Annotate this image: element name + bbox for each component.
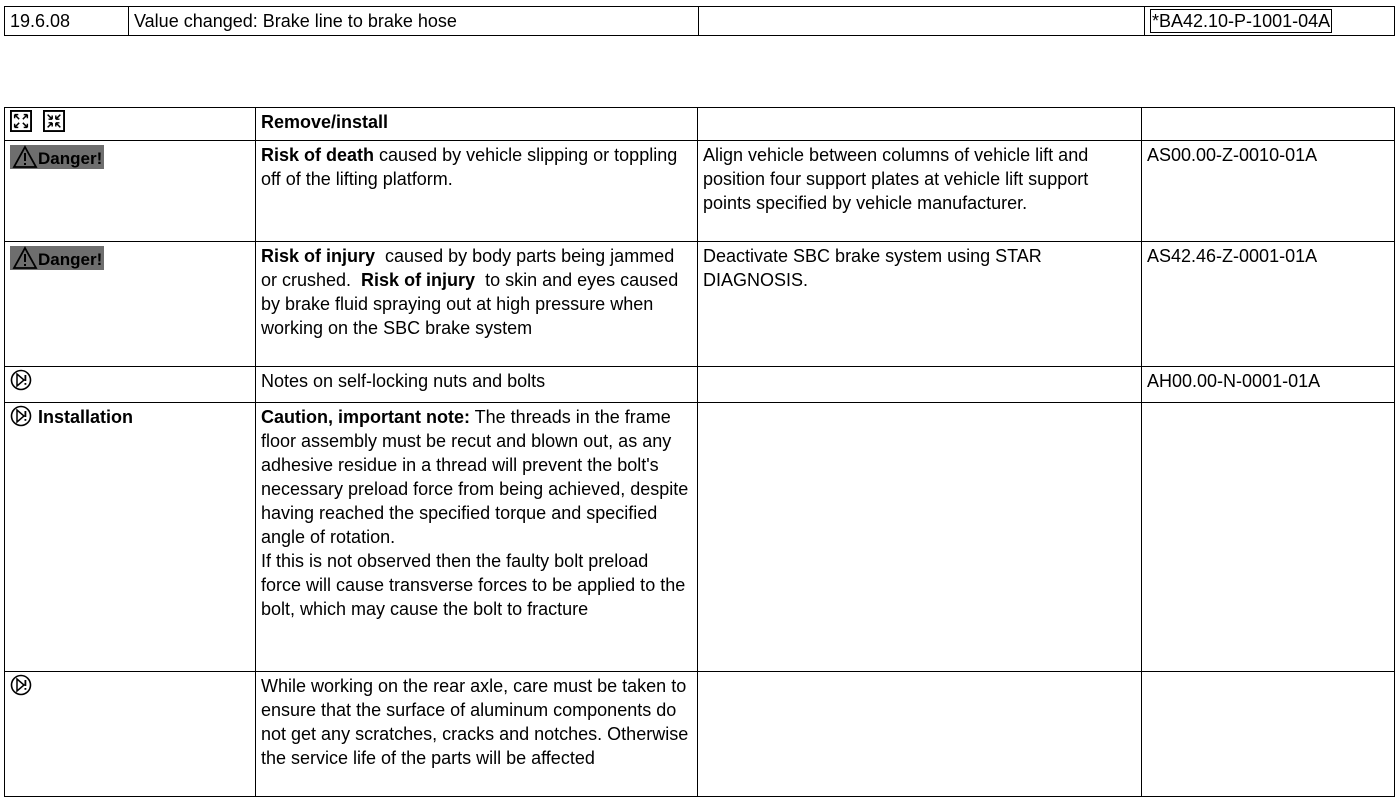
note-icon: [10, 674, 32, 696]
aluminum-note-row: [5, 672, 1395, 797]
hazard-action: Deactivate SBC brake system using STAR DIAGNOSIS.: [698, 242, 1142, 367]
danger-label-cell: [5, 242, 256, 367]
empty-cell: [698, 367, 1142, 403]
warning-triangle-icon: [12, 246, 38, 270]
empty-cell: [698, 108, 1142, 141]
change-empty-cell: [699, 7, 1145, 36]
installation-label-cell: [5, 403, 256, 672]
note-row-nuts: [5, 367, 1395, 403]
reference-link[interactable]: AH00.00-N-0001-01A: [1142, 367, 1395, 403]
note-icon-cell: [5, 367, 256, 403]
change-description: Value changed: Brake line to brake hose: [129, 7, 699, 36]
empty-cell: [1142, 108, 1395, 141]
aluminum-note-text: While working on the rear axle, care must be taken to ensure that the surface of aluminum components do not get any scratches, cracks and notches. Otherwise the service life of the parts will be affected: [256, 672, 698, 797]
warning-triangle-icon: [12, 145, 38, 169]
empty-cell: [1142, 403, 1395, 672]
procedure-title-row: [5, 108, 1395, 141]
toggle-icons-cell: [5, 108, 256, 141]
document-code[interactable]: *BA42.10-P-1001-04A: [1152, 11, 1331, 31]
note-icon: [10, 369, 32, 391]
hazard-description: Risk of death caused by vehicle slipping or toppling off of the lifting platform.: [256, 141, 698, 242]
reference-link[interactable]: AS00.00-Z-0010-01A: [1142, 141, 1395, 242]
empty-cell: [698, 403, 1142, 672]
danger-label-cell: [5, 141, 256, 242]
collapse-icon[interactable]: [43, 110, 65, 132]
reference-link[interactable]: AS42.46-Z-0001-01A: [1142, 242, 1395, 367]
note-icon: [10, 405, 32, 427]
danger-badge: Danger!: [10, 145, 104, 169]
danger-row-injury: [5, 242, 1395, 367]
note-text: Notes on self-locking nuts and bolts: [256, 367, 698, 403]
installation-note-text: Caution, important note: The threads in the frame floor assembly must be recut and blown out, as any adhesive residue in a thread will prevent the bolt's necessary preload force from being achieved, despite having reached the specified torque and specified angle of rotation. If this is not observed then the faulty bolt preload force will cause transverse forces to be applied to the bolt, which may cause the bolt to fracture: [256, 403, 698, 672]
change-date: 19.6.08: [5, 7, 129, 36]
hazard-action: Align vehicle between columns of vehicle lift and position four support plates at vehicle lift support points specified by vehicle manufacturer.: [698, 141, 1142, 242]
expand-icon[interactable]: [10, 110, 32, 132]
danger-row-death: [5, 141, 1395, 242]
procedure-table: [4, 107, 1395, 797]
empty-cell: [698, 672, 1142, 797]
installation-note-row: [5, 403, 1395, 672]
empty-cell: [1142, 672, 1395, 797]
change-row: [5, 7, 1395, 36]
note-icon-cell: [5, 672, 256, 797]
installation-label: Installation: [38, 407, 134, 427]
procedure-title: Remove/install: [256, 108, 698, 141]
change-header-table: [4, 6, 1395, 36]
hazard-description: Risk of injury caused by body parts being jammed or crushed. Risk of injury to skin and eyes caused by brake fluid spraying out at high pressure when working on the SBC brake system: [256, 242, 698, 367]
document-code-cell: [1145, 7, 1395, 36]
danger-badge: Danger!: [10, 246, 104, 270]
